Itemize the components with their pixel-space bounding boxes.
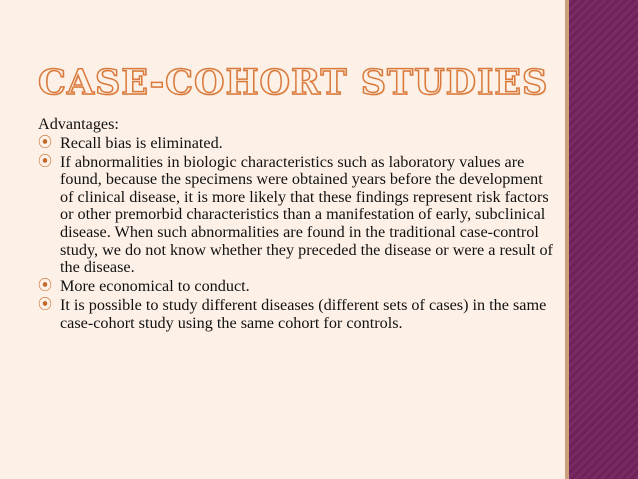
list-item-text: More economical to conduct. bbox=[60, 277, 250, 296]
slide-content bbox=[38, 116, 558, 334]
list-item bbox=[38, 135, 558, 153]
decorative-side-bar bbox=[569, 0, 638, 479]
list-item-text: If abnormalities in biologic characteristics such as laboratory values are found, because the specimens were obtained years before the development of clinical disease, it is more likely that these findings represent risk factors or other premorbid characteristics than a manifestation of early, subclinical disease. When such abnormalities are found in the traditional case-control study, we do not know whether they preceded the disease or were a result of the disease. bbox=[60, 152, 553, 277]
advantages-heading: Advantages: bbox=[38, 115, 119, 133]
list-item bbox=[38, 278, 558, 296]
list-item bbox=[38, 154, 558, 277]
list-item-text: Recall bias is eliminated. bbox=[60, 133, 223, 152]
list-item bbox=[38, 297, 558, 332]
bullet-icon: ⦿ bbox=[38, 297, 52, 314]
slide-title: CASE-COHORT STUDIES bbox=[38, 62, 549, 103]
bullet-icon: ⦿ bbox=[38, 153, 52, 170]
bullet-icon: ⦿ bbox=[38, 134, 52, 151]
advantages-list bbox=[38, 135, 558, 333]
list-item-text: It is possible to study different diseases (different sets of cases) in the same case-cohort study using the same cohort for controls. bbox=[60, 296, 547, 333]
bullet-icon: ⦿ bbox=[38, 278, 52, 295]
